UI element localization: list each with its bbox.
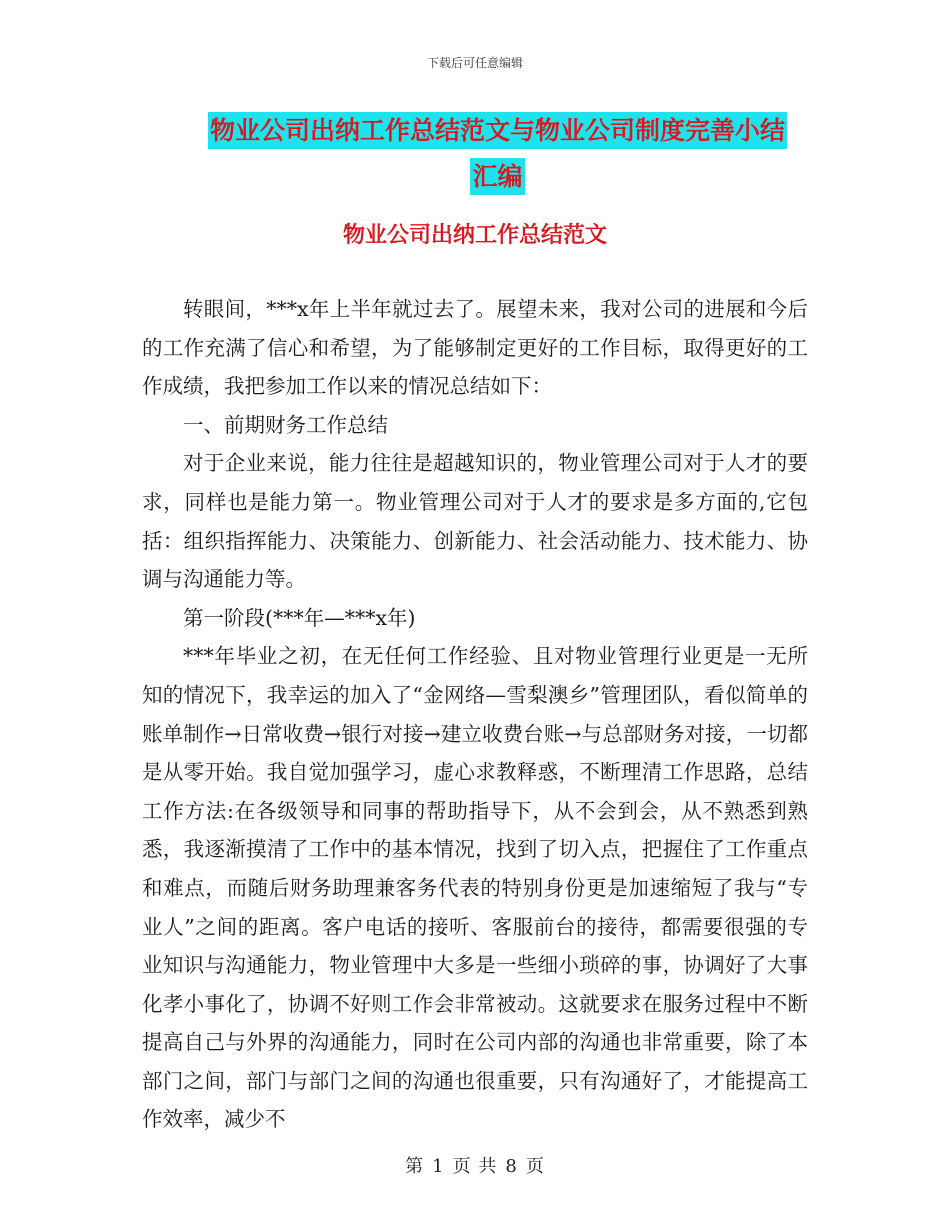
paragraph: 第一阶段(***年—***x年) <box>183 605 416 630</box>
document-body <box>142 290 808 1139</box>
footer-suffix: 页 <box>525 1156 545 1177</box>
footer-middle: 页 共 <box>452 1156 498 1177</box>
section-title: 物业公司出纳工作总结范文 <box>342 223 607 248</box>
paragraph: ***年毕业之初，在无任何工作经验、且对物业管理行业更是一无所知的情况下，我幸运的加入了“金网络—雪梨澳乡”管理团队，看似简单的账单制作→日常收费→银行对接→建立收费台账→与总部财务对接，一切都是从零开始。我自觉加强学习，虚心求教释惑，不断理清工作思路，总结工作方法:在各级领导和同事的帮助指导下，从不会到会，从不熟悉到熟悉，我逐渐摸清了工作中的基本情况，找到了切入点，把握住了工作重点和难点，而随后财务助理兼客务代表的特别身份更是加速缩短了我与“专业人”之间的距离。客户电话的接听、客服前台的接待，都需要很强的专业知识与沟通能力，物业管理中大多是一些细小琐碎的事，协调好了大事化孝小事化了，协调不好则工作会非常被动。这就要求在服务过程中不断提高自己与外界的沟通能力，同时在公司内部的沟通也非常重要，除了本部门之间，部门与部门之间的沟通也很重要，只有沟通好了，才能提高工作效率，减少不 <box>142 644 808 1132</box>
document-title-line1: 物业公司出纳工作总结范文与物业公司制度完善小结 <box>208 112 787 149</box>
page-number: 1 <box>432 1156 445 1177</box>
page-total: 8 <box>505 1156 518 1177</box>
paragraph: 转眼间，***x年上半年就过去了。展望未来，我对公司的进展和今后的工作充满了信心和希望，为了能够制定更好的工作目标，取得更好的工作成绩，我把参加工作以来的情况总结如下： <box>142 297 808 399</box>
document-title <box>190 108 805 200</box>
footer-prefix: 第 <box>405 1156 425 1177</box>
page-footer <box>0 1152 950 1178</box>
paragraph: 对于企业来说，能力往往是超越知识的，物业管理公司对于人才的要求，同样也是能力第一。物业管理公司对于人才的要求是多方面的,它包括：组织指挥能力、决策能力、创新能力、社会活动能力、技术能力、协调与沟通能力等。 <box>142 451 808 592</box>
document-title-line2: 汇编 <box>470 158 524 195</box>
page-header-note: 下载后可任意编辑 <box>426 56 523 70</box>
paragraph: 一、前期财务工作总结 <box>183 412 388 437</box>
